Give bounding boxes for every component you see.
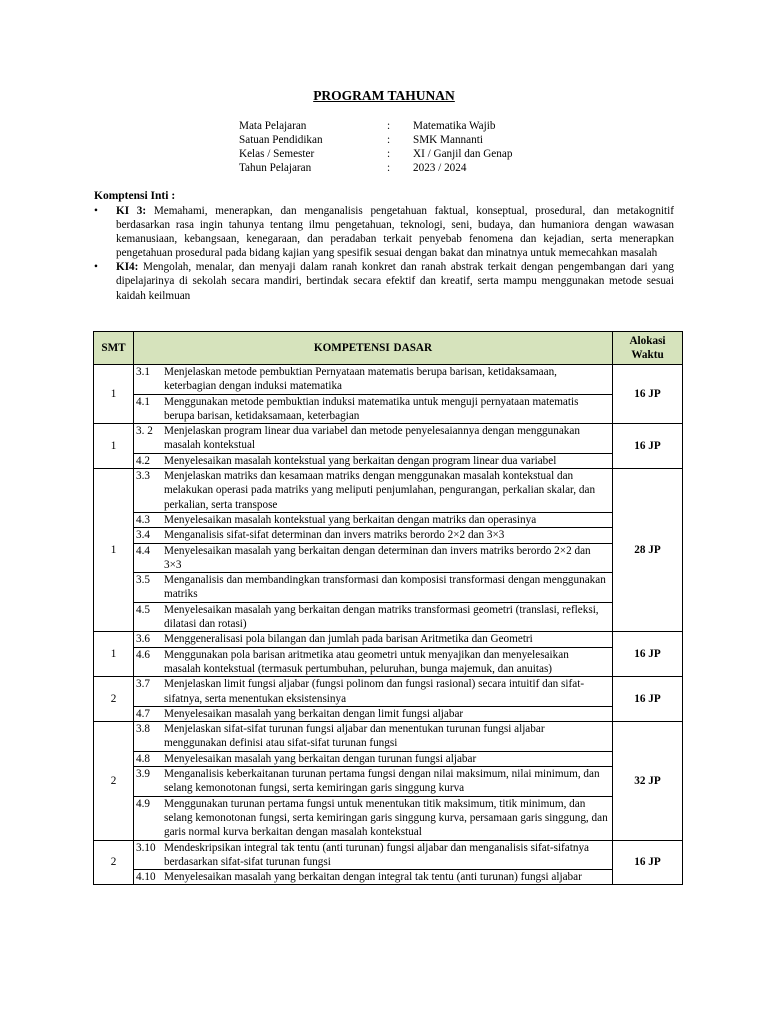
kd-number: 3.7: [136, 678, 150, 691]
alokasi-cell: 16 JP: [613, 632, 683, 677]
kd-number: 4.1: [136, 395, 150, 408]
info-row: [239, 161, 512, 175]
kd-item: [134, 722, 612, 751]
document-info: [239, 119, 512, 175]
info-colon: :: [387, 120, 391, 132]
table-row: [94, 469, 683, 632]
alokasi-cell: 32 JP: [613, 722, 683, 840]
semester-cell: 1: [94, 424, 134, 469]
kd-text: Menganalisis keberkaitanan turunan pertama fungsi dengan nilai maksimum, nilai minimum, dan selang kemonotonan fungsi, serta kemiringan garis singgung kurva: [164, 768, 600, 795]
kd-text: Menjelaskan metode pembuktian Pernyataan matematis berupa barisan, ketidaksamaan, keterbagian dengan induksi matematika: [164, 366, 557, 393]
table-row: [94, 840, 683, 885]
kd-cell: [134, 424, 613, 469]
kd-number: 4.8: [136, 752, 150, 765]
kd-text: Menggunakan metode pembuktian induksi matematika untuk menguji pernyataan matematis berupa barisan, ketidaksamaan, keterbagian: [164, 395, 579, 422]
kd-item: [134, 602, 612, 632]
info-value: SMK Mannanti: [413, 134, 483, 146]
kd-number: 4.9: [136, 797, 150, 810]
kd-text: Menyelesaikan masalah yang berkaitan dengan matriks transformasi geometri (translasi, refleksi, dilatasi dan rotasi): [164, 603, 599, 631]
kd-text: Menganalisis sifat-sifat determinan dan invers matriks berordo 2×2 dan 3×3: [164, 529, 505, 542]
kd-number: 4.2: [136, 454, 150, 467]
alokasi-cell: 16 JP: [613, 424, 683, 469]
info-row: [239, 147, 512, 161]
page-title: PROGRAM TAHUNAN: [313, 88, 455, 103]
table-row: [94, 424, 683, 469]
kd-item: [134, 394, 612, 424]
kd-text: Menggunakan turunan pertama fungsi untuk menentukan titik maksimum, titik minimum, dan selang kemonotonan fungsi, serta kemiringan garis singgung kurva, persamaan garis singgung, dan garis normal kurva berkaitan dengan masalah kontekstual: [164, 797, 608, 839]
kd-text: Menyelesaikan masalah yang berkaitan dengan turunan fungsi aljabar: [164, 752, 477, 765]
kd-number: 3.3: [136, 470, 150, 483]
kd-item: [134, 796, 612, 840]
ki-heading: Komptensi Inti :: [94, 190, 176, 202]
kd-cell: [134, 632, 613, 677]
table-row: [94, 677, 683, 722]
kd-cell: [134, 722, 613, 840]
kd-item: [134, 543, 612, 573]
ki-text: Memahami, menerapkan, dan menganalisis pengetahuan faktual, konseptual, prosedural, dan metakognitif berdasarkan rasa ingin tahunya tentang ilmu pengetahuan, teknologi, seni, budaya, dan humaniora dengan wawasan kemanusiaan, kebangsaan, kenegaraan, dan peradaban terkait penyebab fenomena dan kejadian, serta menerapkan pengetahuan prosedural pada bidang kajian yang spesifik sesuai dengan bakat dan minatnya untuk memecahkan masalah: [116, 205, 674, 260]
info-row: [239, 133, 512, 147]
kd-number: 3.5: [136, 574, 150, 587]
kd-item: [134, 841, 612, 870]
ki-item: [94, 260, 674, 302]
semester-cell: 2: [94, 722, 134, 840]
kd-item: [134, 512, 612, 527]
kd-text: Menjelaskan matriks dan kesamaan matriks dengan menggunakan masalah kontekstual dan melakukan operasi pada matriks yang meliputi penjumlahan, pengurangan, perkalian skalar, dan perkalian, serta transpose: [164, 470, 596, 511]
info-label: Kelas / Semester: [239, 148, 315, 160]
info-value: 2023 / 2024: [413, 162, 467, 174]
kd-cell: [134, 469, 613, 632]
kd-number: 4.10: [136, 871, 156, 884]
info-colon: :: [387, 148, 391, 160]
table-row: [94, 722, 683, 840]
ki-code: KI 3:: [116, 205, 147, 217]
info-value: Matematika Wajib: [413, 120, 496, 132]
info-row: [239, 119, 512, 133]
kd-cell: [134, 677, 613, 722]
semester-cell: 2: [94, 840, 134, 885]
kd-text: Menjelaskan sifat-sifat turunan fungsi aljabar dan menentukan turunan fungsi aljabar menggunakan definisi atau sifat-sifat turunan fungsi: [164, 723, 545, 750]
alokasi-cell: 16 JP: [613, 365, 683, 424]
header-alokasi-waktu: Alokasi Waktu: [613, 332, 683, 365]
alokasi-cell: 16 JP: [613, 677, 683, 722]
kd-number: 3.6: [136, 633, 150, 646]
header-kompetensi-dasar: KOMPETENSI DASAR: [134, 332, 613, 365]
bullet-icon: •: [94, 261, 98, 274]
kd-item: [134, 647, 612, 677]
kd-number: 3.8: [136, 723, 150, 736]
kd-table: [93, 331, 683, 885]
kd-text: Menyelesaikan masalah yang berkaitan dengan integral tak tentu (anti turunan) fungsi aljabar: [164, 871, 582, 884]
info-label: Mata Pelajaran: [239, 120, 307, 132]
kd-number: 4.7: [136, 707, 150, 720]
kd-number: 3.10: [136, 841, 156, 854]
kd-number: 4.6: [136, 648, 150, 661]
kd-cell: [134, 840, 613, 885]
kd-item: [134, 869, 612, 884]
info-label: Tahun Pelajaran: [239, 162, 312, 174]
table-row: [94, 632, 683, 677]
kd-cell: [134, 365, 613, 424]
bullet-icon: •: [94, 205, 98, 217]
kd-item: [134, 706, 612, 721]
header-smt: SMT: [94, 332, 134, 365]
kd-number: 4.5: [136, 603, 150, 616]
semester-cell: 1: [94, 365, 134, 424]
kd-text: Menjelaskan program linear dua variabel dan metode penyelesaiannya dengan menggunakan masalah kontekstual: [164, 425, 580, 452]
kd-item: [134, 453, 612, 468]
kd-item: [134, 751, 612, 766]
semester-cell: 1: [94, 632, 134, 677]
kd-text: Menyelesaikan masalah yang berkaitan dengan limit fungsi aljabar: [164, 707, 464, 720]
kd-item: [134, 632, 612, 646]
alokasi-cell: 16 JP: [613, 840, 683, 885]
kd-number: 3.9: [136, 768, 150, 781]
kd-number: 4.4: [136, 544, 150, 557]
kd-item: [134, 572, 612, 602]
kd-text: Menjelaskan limit fungsi aljabar (fungsi polinom dan fungsi rasional) secara intuitif dan sifat-sifatnya, serta menentukan eksistensinya: [164, 678, 585, 705]
kd-text: Menyelesaikan masalah kontekstual yang berkaitan dengan program linear dua variabel: [164, 454, 557, 467]
ki-item: [94, 204, 674, 260]
kd-item: [134, 527, 612, 542]
kd-text: Menyelesaikan masalah kontekstual yang berkaitan dengan matriks dan operasinya: [164, 513, 537, 526]
info-colon: :: [387, 134, 391, 146]
ki-code: KI4:: [116, 261, 139, 274]
ki-list: [94, 204, 674, 303]
ki-text: Mengolah, menalar, dan menyaji dalam ranah konkret dan ranah abstrak terkait dengan pengembangan dari yang dipelajarinya di sekolah secara mandiri, bertindak secara efektif dan kreatif, serta mampu menggunakan metode sesuai kaidah keilmuan: [116, 261, 675, 302]
kd-item: [134, 677, 612, 706]
info-value: XI / Ganjil dan Genap: [413, 148, 513, 160]
semester-cell: 1: [94, 469, 134, 632]
kd-number: 3. 2: [136, 425, 153, 438]
kd-text: Menggeneralisasi pola bilangan dan jumlah pada barisan Aritmetika dan Geometri: [164, 633, 533, 646]
kd-item: [134, 365, 612, 394]
kd-number: 3.1: [136, 366, 150, 378]
kd-number: 4.3: [136, 513, 150, 526]
kd-item: [134, 424, 612, 453]
kd-item: [134, 469, 612, 512]
table-row: [94, 365, 683, 424]
kd-number: 3.4: [136, 529, 150, 542]
kd-text: Menganalisis dan membandingkan transformasi dan komposisi transformasi dengan menggunakan matriks: [164, 574, 606, 601]
semester-cell: 2: [94, 677, 134, 722]
kd-text: Menyelesaikan masalah yang berkaitan dengan determinan dan invers matriks berordo 2×2 dan 3×3: [164, 544, 591, 571]
kd-text: Menggunakan pola barisan aritmetika atau geometri untuk menyajikan dan menyelesaikan masalah kontekstual (termasuk pertumbuhan, peluruhan, bunga majemuk, dan anuitas): [164, 648, 569, 675]
info-label: Satuan Pendidikan: [239, 134, 323, 146]
info-colon: :: [387, 162, 391, 174]
kd-item: [134, 766, 612, 796]
alokasi-cell: 28 JP: [613, 469, 683, 632]
kd-text: Mendeskripsikan integral tak tentu (anti turunan) fungsi aljabar dan menganalisis sifat-sifatnya berdasarkan sifat-sifat turunan fungsi: [164, 841, 589, 868]
